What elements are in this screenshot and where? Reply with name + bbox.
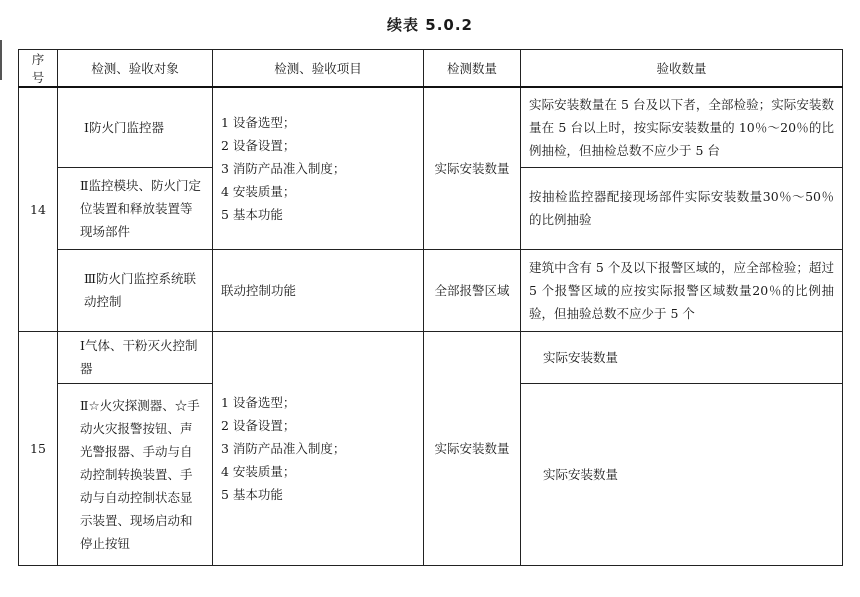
list-item: 2 设备设置； <box>221 417 296 433</box>
table-row <box>19 331 843 383</box>
test-quantity-cell: 全部报警区域 <box>424 249 521 331</box>
acceptance-cell: 实际安装数量在 5 台及以下者，全部检验；实际安装数量在 5 台以上时，按实际安装数量的 10％～20％的比例抽检，但抽检总数不应少于 5 台 <box>521 87 843 167</box>
row-number: 14 <box>19 87 58 331</box>
acceptance-cell: 按抽检监控器配接现场部件实际安装数量30％～50％的比例抽验 <box>521 167 843 249</box>
header-test-quantity: 检测数量 <box>424 50 521 88</box>
header-no: 序号 <box>19 50 58 88</box>
list-item: 3 消防产品准入制度； <box>221 440 346 456</box>
test-quantity-cell: 实际安装数量 <box>424 331 521 565</box>
list-item: 4 安装质量； <box>221 463 296 479</box>
list-item: 5 基本功能 <box>221 206 283 222</box>
header-object: 检测、验收对象 <box>58 50 213 88</box>
page-edge-mark <box>0 40 8 80</box>
item-list-cell <box>213 87 424 249</box>
object-cell: Ⅱ☆火灾探测器、☆手动火灾报警按钮、声光警报器、手动与自动控制转换装置、手动与自动控制状态显示装置、现场启动和停止按钮 <box>58 383 213 565</box>
item-list <box>221 391 415 506</box>
table-row <box>19 249 843 331</box>
object-cell: Ⅱ监控模块、防火门定位装置和释放装置等现场部件 <box>58 167 213 249</box>
inspection-table <box>18 49 843 566</box>
item-list <box>221 111 415 226</box>
list-item: 1 设备选型； <box>221 114 296 130</box>
list-item: 3 消防产品准入制度； <box>221 160 346 176</box>
acceptance-cell: 建筑中含有 5 个及以下报警区域的，应全部检验；超过 5 个报警区域的应按实际报警区域数量20％的比例抽验，但抽验总数不应少于 5 个 <box>521 249 843 331</box>
table-title: 续表 5.0.2 <box>387 16 473 34</box>
list-item: 2 设备设置； <box>221 137 296 153</box>
header-row <box>19 50 843 88</box>
list-item: 1 设备选型； <box>221 394 296 410</box>
table-row <box>19 87 843 167</box>
object-cell: Ⅰ气体、干粉灭火控制器 <box>58 331 213 383</box>
list-item: 5 基本功能 <box>221 486 283 502</box>
header-acceptance-quantity: 验收数量 <box>521 50 843 88</box>
header-item: 检测、验收项目 <box>213 50 424 88</box>
item-cell: 联动控制功能 <box>213 249 424 331</box>
row-number: 15 <box>19 331 58 565</box>
acceptance-cell: 实际安装数量 <box>521 383 843 565</box>
acceptance-cell: 实际安装数量 <box>521 331 843 383</box>
test-quantity-cell: 实际安装数量 <box>424 87 521 249</box>
object-cell: Ⅰ防火门监控器 <box>58 87 213 167</box>
list-item: 4 安装质量； <box>221 183 296 199</box>
item-list-cell <box>213 331 424 565</box>
object-cell: Ⅲ防火门监控系统联动控制 <box>58 249 213 331</box>
